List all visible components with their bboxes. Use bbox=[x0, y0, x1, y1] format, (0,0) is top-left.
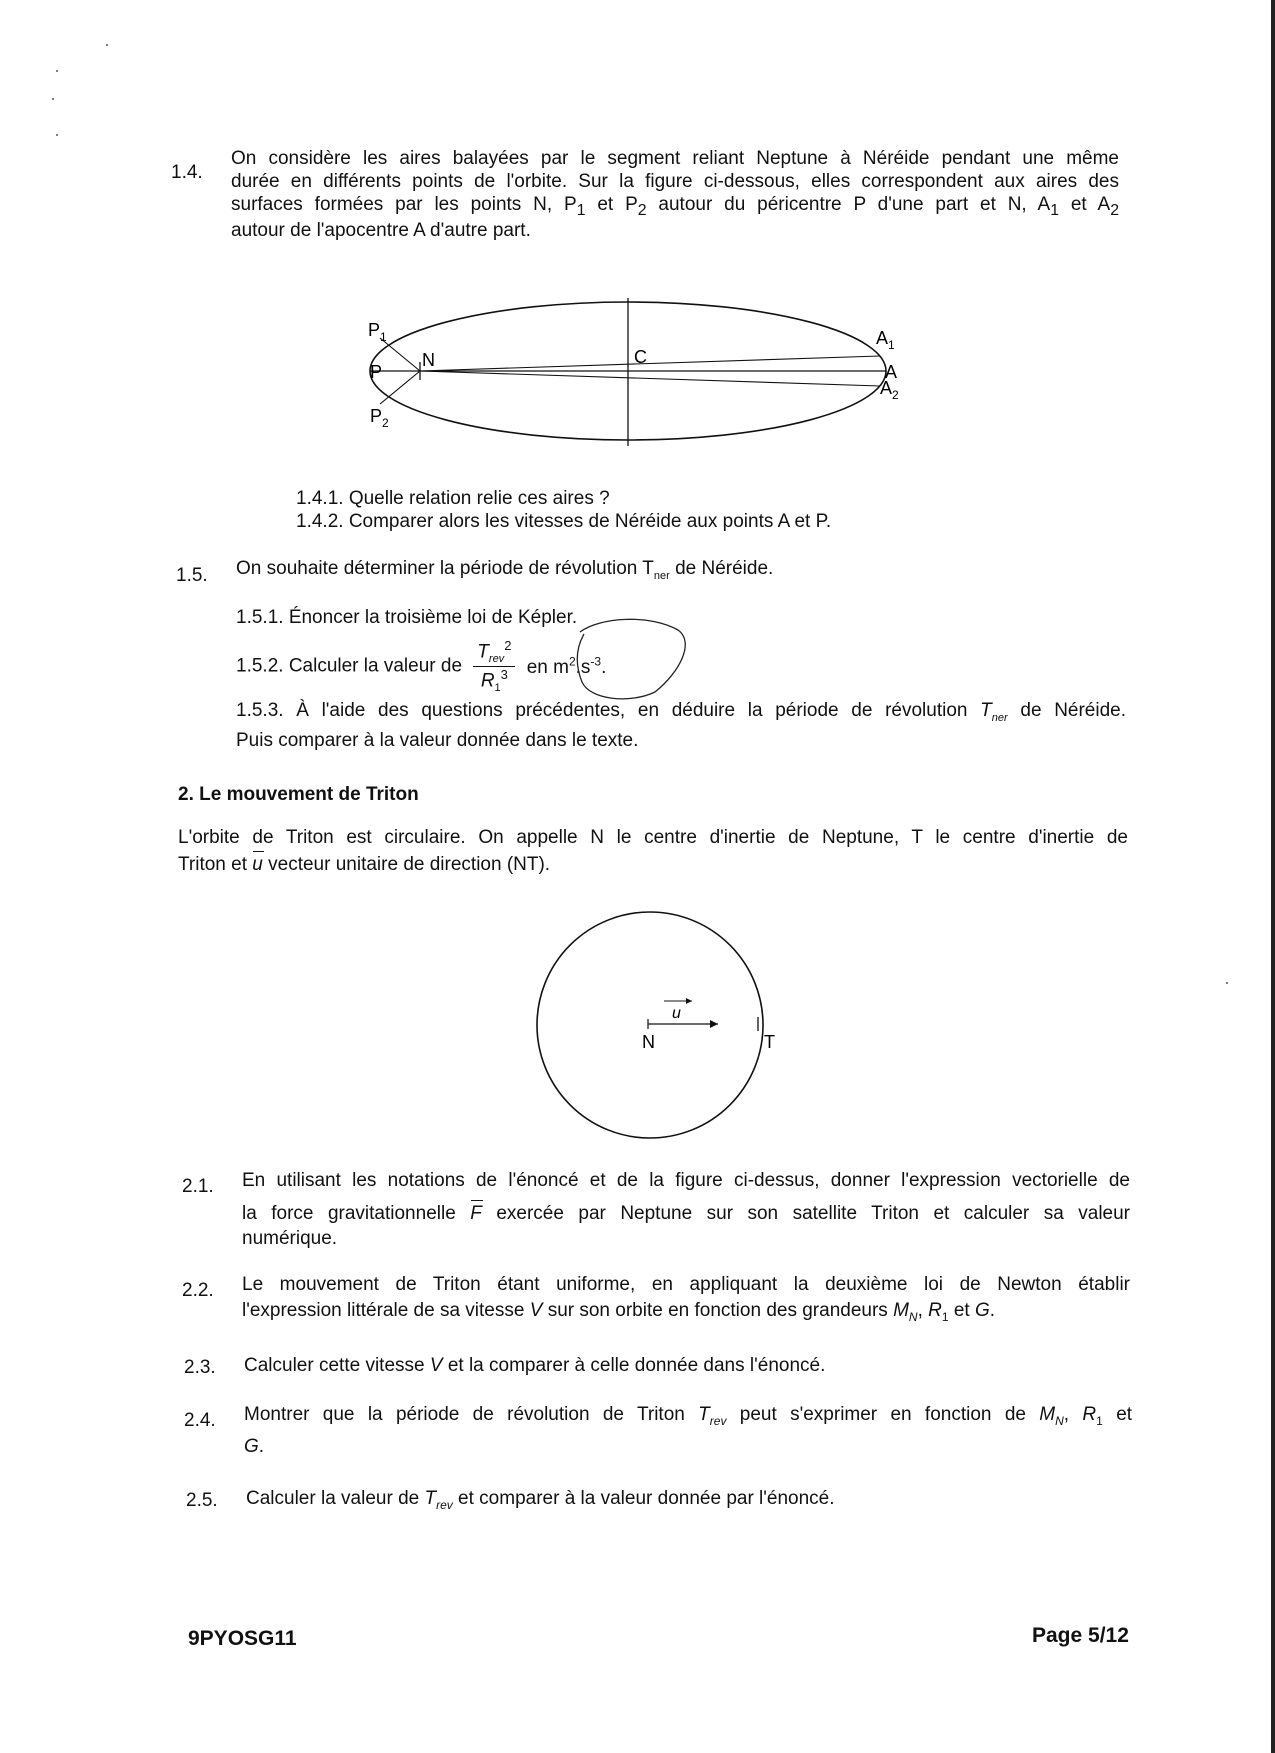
question-1-4-text: On considère les aires balayées par le segment reliant Neptune à Néréide pendant une même durée en différents points de l'orbite. Sur la figure ci-dessous, elles correspondent aux aires des surfaces formées par les points N, $P_1$ et $P_2$ autour du péricentre P d'une part et N, $A_1$ et $A_2$ autour de l'apocentre A d'autre part. bbox=[231, 148, 1119, 242]
question-1-5-1: 1.5.1. Énoncer la troisième loi de Képler. bbox=[236, 607, 578, 628]
question-1-4-2: 1.4.2. Comparer alors les vitesses de Néréide aux points A et P. bbox=[296, 511, 832, 532]
question-2-1-text: En utilisant les notations de l'énoncé et de la figure ci-dessus, donner l'expression vectorielle de la force gravitationnelle F exercée par Neptune sur son satellite Triton et calculer sa valeur numérique. bbox=[242, 1170, 1131, 1249]
label-A: A bbox=[885, 362, 898, 382]
label-P1: $P_1$ bbox=[368, 320, 387, 344]
page-number: Page 5/12 bbox=[1032, 1624, 1129, 1647]
scan-speck bbox=[52, 98, 54, 100]
scan-speck bbox=[56, 70, 58, 72]
question-number: 1.4. bbox=[171, 162, 203, 183]
fraction-T-over-R: $\frac{T_{rev}^2}{R_1^3}$ bbox=[473, 638, 515, 696]
section-2-title: 2. Le mouvement de Triton bbox=[178, 784, 419, 805]
question-2-3-text: Calculer cette vitesse V et la comparer à celle donnée dans l'énoncé. bbox=[244, 1355, 826, 1376]
question-1-4-1: 1.4.1. Quelle relation relie ces aires ? bbox=[296, 488, 610, 509]
question-number: 1.5. bbox=[176, 565, 208, 586]
segment-N-A2 bbox=[420, 371, 880, 386]
question-1-5-text: On souhaite déterminer la période de révolution $T_{ner}$ de Néréide. bbox=[236, 558, 774, 582]
label-A1: $A_1$ bbox=[876, 328, 895, 352]
elliptical-orbit-figure bbox=[340, 288, 920, 458]
question-2-2-text: Le mouvement de Triton étant uniforme, en appliquant la deuxième loi de Newton établir l'expression littérale de sa vitesse V sur son orbite en fonction des grandeurs $M_N$, $R_1$ et G. bbox=[242, 1274, 1130, 1324]
label-P2: $P_2$ bbox=[370, 406, 389, 430]
scan-speck bbox=[56, 134, 58, 136]
label-N: N bbox=[422, 350, 435, 370]
circular-orbit-figure bbox=[520, 905, 790, 1145]
question-2-4-text: Montrer que la période de révolution de Triton $T_{rev}$ peut s'exprimer en fonction de $M_N$, $R_1$ et G. bbox=[244, 1404, 1133, 1458]
label-u: u bbox=[672, 1005, 681, 1022]
scan-edge bbox=[1271, 0, 1275, 1753]
label-T: T bbox=[764, 1032, 775, 1052]
document-code: 9PYOSG11 bbox=[188, 1627, 297, 1650]
question-number: 2.3. bbox=[184, 1357, 216, 1378]
segment-N-P2 bbox=[380, 371, 420, 404]
question-1-5-3: 1.5.3. À l'aide des questions précédentes, en déduire la période de révolution $T_{ner}$ de Néréide. Puis comparer à la valeur donnée dans le texte. bbox=[236, 700, 1127, 751]
question-number: 2.1. bbox=[182, 1176, 214, 1197]
scan-speck bbox=[1226, 982, 1228, 984]
label-C: C bbox=[634, 347, 647, 367]
label-P: P bbox=[370, 362, 383, 382]
scan-speck bbox=[106, 44, 108, 46]
question-2-5-text: Calculer la valeur de $T_{rev}$ et comparer à la valeur donnée par l'énoncé. bbox=[246, 1488, 835, 1512]
question-number: 2.5. bbox=[186, 1490, 218, 1511]
label-A2: $A_2$ bbox=[880, 378, 899, 402]
segment-N-A1 bbox=[420, 356, 880, 371]
question-1-5-2: 1.5.2. Calculer la valeur de $\frac{T_{rev}^2}{R_1^3}$ en $m^2.s^{-3}$. bbox=[236, 638, 607, 695]
question-number: 2.2. bbox=[182, 1280, 214, 1301]
section-2-intro: L'orbite de Triton est circulaire. On appelle N le centre d'inertie de Neptune, T le centre d'inertie de Triton et u vecteur unitaire de direction (NT). bbox=[178, 827, 1128, 875]
question-number: 2.4. bbox=[184, 1410, 216, 1431]
orbit-circle bbox=[537, 912, 763, 1138]
force-vector-F: F bbox=[470, 1202, 482, 1224]
handwritten-circle-mark bbox=[560, 612, 700, 702]
label-N: N bbox=[642, 1032, 655, 1052]
